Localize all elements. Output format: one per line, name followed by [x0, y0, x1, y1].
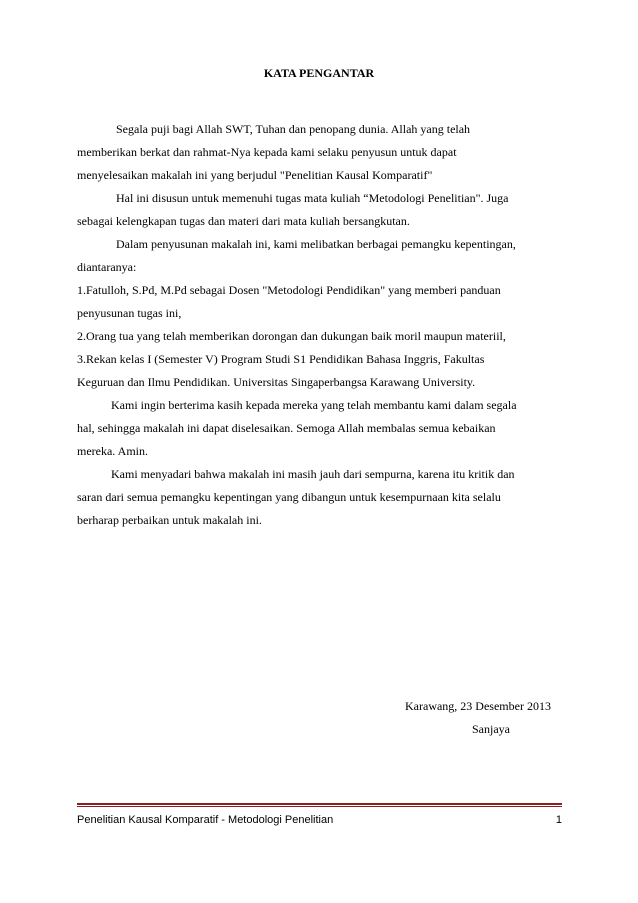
paragraph-line: Segala puji bagi Allah SWT, Tuhan dan penopang dunia. Allah yang telah [116, 122, 471, 136]
list-item: 2.Orang tua yang telah memberikan dorongan dan dukungan baik moril maupun materiil, [77, 329, 506, 343]
paragraph-line: Hal ini disusun untuk memenuhi tugas mata kuliah “Metodologi Penelitian". Juga [116, 191, 509, 205]
list-item: 3.Rekan kelas I (Semester V) Program Studi S1 Pendidikan Bahasa Inggris, Fakultas [77, 352, 485, 366]
page-number: 1 [555, 814, 562, 826]
paragraph-line: hal, sehingga makalah ini dapat diselesaikan. Semoga Allah membalas semua kebaikan [77, 421, 496, 435]
footer-title: Penelitian Kausal Komparatif - Metodologi Penelitian [77, 814, 334, 826]
paragraph-line: Dalam penyusunan makalah ini, kami melibatkan berbagai pemangku kepentingan, [116, 237, 516, 251]
paragraph-line: berharap perbaikan untuk makalah ini. [77, 513, 262, 527]
page-title: KATA PENGANTAR [263, 66, 375, 80]
place-date: Karawang, 23 Desember 2013 [405, 699, 551, 713]
paragraph-line: sebagai kelengkapan tugas dan materi dari mata kuliah bersangkutan. [77, 214, 410, 228]
list-item: penyusunan tugas ini, [77, 306, 182, 320]
paragraph-line: Kami menyadari bahwa makalah ini masih jauh dari sempurna, karena itu kritik dan [111, 467, 515, 481]
signer-name: Sanjaya [472, 722, 510, 736]
list-item: Keguruan dan Ilmu Pendidikan. Universitas Singaperbangsa Karawang University. [77, 375, 476, 389]
paragraph-line: diantaranya: [77, 260, 137, 274]
footer-divider [77, 803, 562, 805]
paragraph-line: saran dari semua pemangku kepentingan yang dibangun untuk kesempurnaan kita selalu [77, 490, 501, 504]
paragraph-line: Kami ingin berterima kasih kepada mereka yang telah membantu kami dalam segala [111, 398, 517, 412]
paragraph-line: mereka. Amin. [77, 444, 148, 458]
paragraph-line: memberikan berkat dan rahmat-Nya kepada kami selaku penyusun untuk dapat [77, 145, 457, 159]
paragraph-line: menyelesaikan makalah ini yang berjudul "Penelitian Kausal Komparatif" [77, 168, 433, 182]
list-item: 1.Fatulloh, S.Pd, M.Pd sebagai Dosen "Metodologi Pendidikan" yang memberi panduan [77, 283, 501, 297]
footer-divider-thin [77, 806, 562, 807]
